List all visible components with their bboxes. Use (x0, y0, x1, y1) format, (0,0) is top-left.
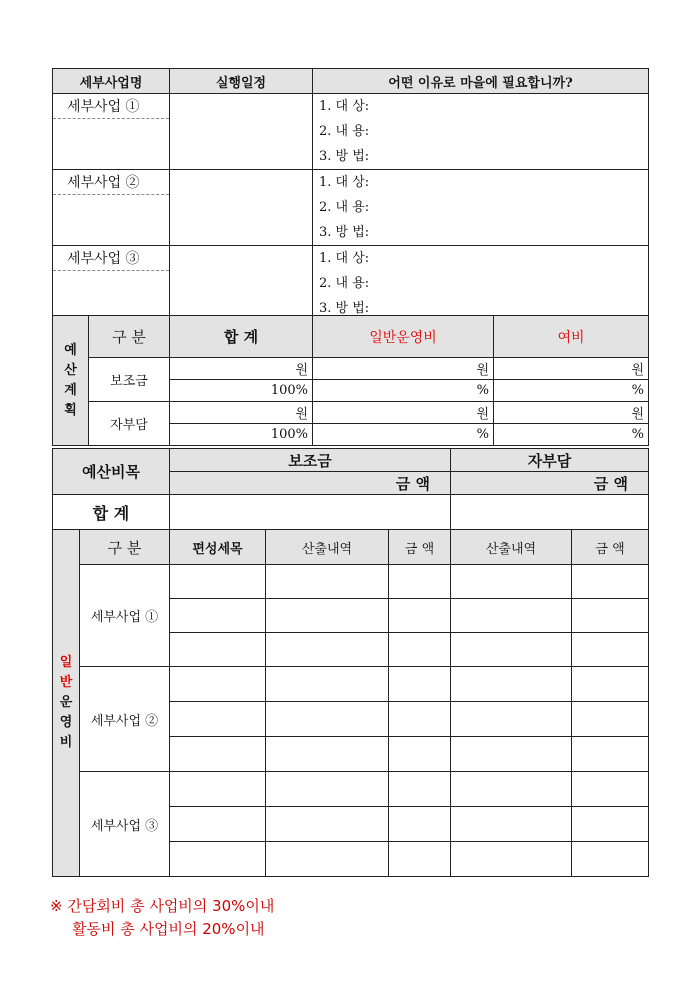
detail-cell[interactable] (170, 599, 266, 633)
reason-method: 3. 방 법: (319, 301, 370, 316)
detail-cell[interactable] (572, 633, 649, 667)
reason-target: 1. 대 상: (319, 99, 370, 114)
detail-cell[interactable] (451, 599, 572, 633)
reason-target: 1. 대 상: (319, 251, 370, 266)
detail-cell[interactable] (389, 737, 451, 772)
project-plan-table (52, 68, 649, 322)
subsidy-total-won[interactable]: 원 (170, 358, 313, 380)
subsidy-general-won[interactable]: 원 (313, 358, 494, 380)
table-row (53, 358, 649, 380)
detail-header-amount-2: 금 액 (572, 530, 649, 565)
table-row (53, 246, 649, 322)
detail-cell[interactable] (572, 599, 649, 633)
header-schedule: 실행일정 (170, 69, 313, 94)
table-row (53, 402, 649, 424)
detail-cell[interactable] (266, 633, 389, 667)
budget-items-subsidy-header: 보조금 (170, 449, 451, 472)
subsidy-travel-won[interactable]: 원 (494, 358, 649, 380)
self-total-won[interactable]: 원 (170, 402, 313, 424)
detail-group-label: 세부사업 ② (80, 667, 170, 772)
budget-plan-table (52, 315, 649, 446)
detail-header-budget-item: 편성세목 (170, 530, 266, 565)
operating-cost-side-label: 일 반 운 영 비 (53, 530, 80, 877)
reason-method: 3. 방 법: (319, 149, 370, 164)
reason-target: 1. 대 상: (319, 175, 370, 190)
detail-cell[interactable] (170, 737, 266, 772)
detail-header-category: 구 분 (80, 530, 170, 565)
self-total-pct: 100% (170, 424, 313, 446)
detail-header-amount-1: 금 액 (389, 530, 451, 565)
detail-cell[interactable] (170, 702, 266, 737)
table-row (53, 94, 649, 170)
budget-items-self-header: 자부담 (451, 449, 649, 472)
detail-cell[interactable] (266, 565, 389, 599)
reason-content: 2. 내 용: (319, 200, 370, 215)
table-row (53, 170, 649, 246)
self-travel-pct[interactable]: % (494, 424, 649, 446)
detail-cell[interactable] (572, 807, 649, 842)
detail-cell[interactable] (389, 667, 451, 702)
detail-cell[interactable] (170, 772, 266, 807)
detail-cell[interactable] (451, 633, 572, 667)
reason-content: 2. 내 용: (319, 124, 370, 139)
detail-cell[interactable] (389, 807, 451, 842)
detail-cell[interactable] (266, 842, 389, 877)
detail-cell[interactable] (572, 667, 649, 702)
detail-cell[interactable] (451, 807, 572, 842)
detail-cell[interactable] (170, 842, 266, 877)
detail-cell[interactable] (266, 667, 389, 702)
subsidy-total-pct: 100% (170, 380, 313, 402)
detail-group-label: 세부사업 ① (80, 565, 170, 667)
schedule-cell[interactable] (170, 246, 313, 322)
detail-cell[interactable] (389, 772, 451, 807)
self-general-pct[interactable]: % (313, 424, 494, 446)
schedule-cell[interactable] (170, 94, 313, 170)
detail-header-calculation-1: 산출내역 (266, 530, 389, 565)
subsidy-label: 보조금 (89, 358, 170, 402)
reason-cell[interactable] (313, 170, 649, 246)
detail-cell[interactable] (451, 842, 572, 877)
self-total-amount[interactable] (451, 495, 649, 530)
detail-cell[interactable] (266, 702, 389, 737)
budget-items-label: 예산비목 (53, 449, 170, 495)
detail-cell[interactable] (266, 599, 389, 633)
detail-cell[interactable] (170, 667, 266, 702)
project-name-cell (53, 246, 170, 322)
project-name-label: 세부사업 ② (53, 170, 169, 195)
subsidy-amount-header: 금 액 (170, 472, 451, 495)
detail-cell[interactable] (389, 599, 451, 633)
detail-cell[interactable] (451, 667, 572, 702)
detail-cell[interactable] (572, 702, 649, 737)
note-meeting-cost: ※ 간담회비 총 사업비의 30%이내 (50, 897, 275, 915)
detail-cell[interactable] (572, 772, 649, 807)
table-row (53, 565, 649, 599)
detail-cell[interactable] (266, 772, 389, 807)
subsidy-travel-pct[interactable]: % (494, 380, 649, 402)
budget-items-table (52, 448, 649, 530)
detail-cell[interactable] (451, 737, 572, 772)
reason-cell[interactable] (313, 246, 649, 322)
table-row (53, 667, 649, 702)
self-amount-header: 금 액 (451, 472, 649, 495)
header-total: 합 계 (170, 316, 313, 358)
subsidy-total-amount[interactable] (170, 495, 451, 530)
project-name-cell (53, 170, 170, 246)
detail-cell[interactable] (170, 807, 266, 842)
header-reason: 어떤 이유로 마을에 필요합니까? (313, 69, 649, 94)
detail-cell[interactable] (572, 565, 649, 599)
detail-cell[interactable] (451, 702, 572, 737)
operating-cost-detail-table (52, 529, 649, 877)
budget-plan-side-label: 예 산 계 획 (53, 316, 89, 446)
reason-cell[interactable] (313, 94, 649, 170)
project-name-cell (53, 94, 170, 170)
detail-cell[interactable] (389, 633, 451, 667)
header-category: 구 분 (89, 316, 170, 358)
reason-method: 3. 방 법: (319, 225, 370, 240)
detail-cell[interactable] (170, 565, 266, 599)
detail-header-calculation-2: 산출내역 (451, 530, 572, 565)
schedule-cell[interactable] (170, 170, 313, 246)
header-travel: 여비 (494, 316, 649, 358)
project-name-label: 세부사업 ③ (53, 246, 169, 271)
budget-notes (50, 895, 274, 941)
table-row (53, 772, 649, 807)
subsidy-general-pct[interactable]: % (313, 380, 494, 402)
budget-items-total-label: 합 계 (53, 495, 170, 530)
detail-cell[interactable] (451, 565, 572, 599)
header-general-operating: 일반운영비 (313, 316, 494, 358)
detail-cell[interactable] (572, 842, 649, 877)
self-travel-won[interactable]: 원 (494, 402, 649, 424)
detail-cell[interactable] (266, 807, 389, 842)
header-project-name: 세부사업명 (53, 69, 170, 94)
detail-cell[interactable] (266, 737, 389, 772)
note-activity-cost: 활동비 총 사업비의 20%이내 (72, 920, 265, 938)
reason-content: 2. 내 용: (319, 276, 370, 291)
self-burden-label: 자부담 (89, 402, 170, 446)
table-row (53, 495, 649, 530)
detail-cell[interactable] (389, 565, 451, 599)
detail-cell[interactable] (389, 702, 451, 737)
detail-cell[interactable] (451, 772, 572, 807)
detail-cell[interactable] (572, 737, 649, 772)
detail-cell[interactable] (170, 633, 266, 667)
detail-group-label: 세부사업 ③ (80, 772, 170, 877)
detail-cell[interactable] (389, 842, 451, 877)
self-general-won[interactable]: 원 (313, 402, 494, 424)
project-name-label: 세부사업 ① (53, 94, 169, 119)
